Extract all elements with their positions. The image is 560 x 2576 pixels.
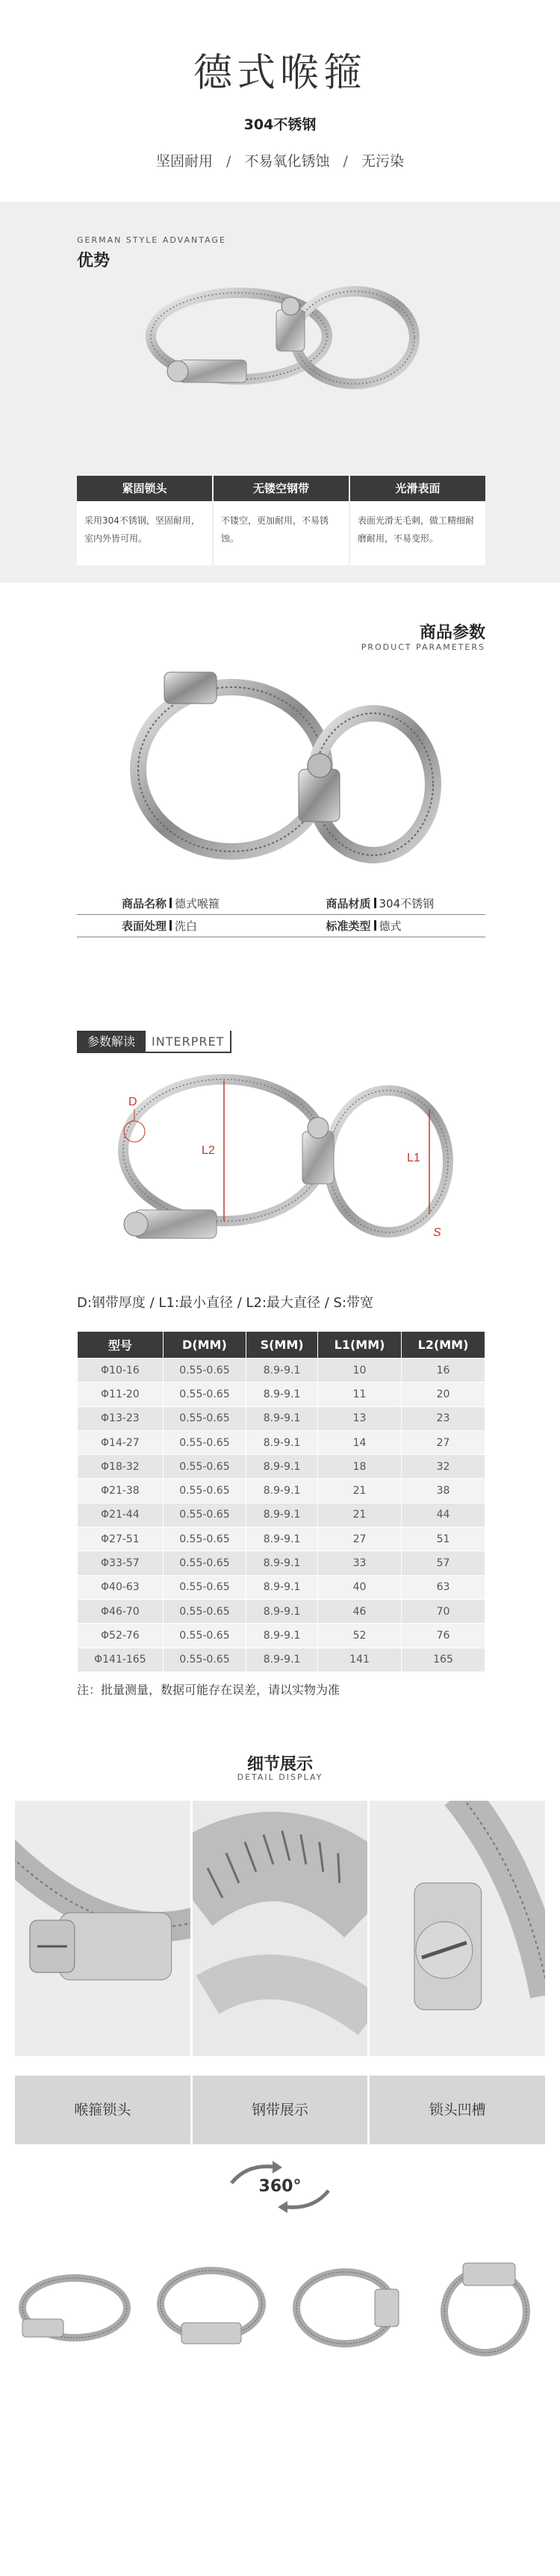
spec-cell: Φ141-165 [78,1648,164,1672]
spec-cell: 33 [318,1551,402,1575]
spec-cell: 8.9-9.1 [246,1551,318,1575]
params-title: 商品参数 [419,624,485,642]
advantage-body: 采用304不锈钢，坚固耐用，室内外皆可用。 [77,501,214,565]
params-bar [374,920,376,931]
spec-cell: 76 [402,1624,485,1648]
spec-cell: 0.55-0.65 [163,1527,246,1551]
spec-cell: 20 [402,1382,485,1406]
spec-cell: 8.9-9.1 [246,1382,318,1406]
interpret-tag-zh: 参数解读 [77,1031,146,1053]
d-label: D [128,1096,137,1108]
detail-photos [15,1801,545,2056]
spec-cell: 8.9-9.1 [246,1648,318,1672]
spec-cell: 141 [318,1648,402,1672]
clamp-view-4 [426,2237,545,2379]
page-subtitle: 304不锈钢 [243,117,317,133]
spec-cell: Φ10-16 [78,1359,164,1382]
spec-cell: 51 [402,1527,485,1551]
l1-label: L1 [407,1152,420,1164]
spec-cell: Φ11-20 [78,1382,164,1406]
spec-row [78,1406,485,1430]
advantage-body-row [77,501,485,565]
spec-header: L2(MM) [402,1332,485,1359]
spec-row [78,1599,485,1623]
spec-cell: 0.55-0.65 [163,1575,246,1599]
spec-row [78,1430,485,1454]
interpret-tag [77,1031,231,1053]
params-key: 商品名称 [122,897,167,910]
params-key: 商品材质 [326,897,371,910]
rotation-section [0,2155,560,2576]
dimension-diagram [105,1064,463,1273]
spec-cell: Φ27-51 [78,1527,164,1551]
s-label: S [433,1226,441,1239]
spec-cell: Φ13-23 [78,1406,164,1430]
advantage-head: 紧固锁头 [77,476,214,501]
spec-cell: 38 [402,1479,485,1503]
params-section [0,583,560,1005]
spec-cell: 63 [402,1575,485,1599]
advantage-en-title: GERMAN STYLE ADVANTAGE [77,235,226,245]
spec-cell: Φ21-44 [78,1503,164,1527]
spec-cell: Φ14-27 [78,1430,164,1454]
advantage-body: 表面光滑无毛刺，做工精细耐磨耐用，不易变形。 [358,515,475,544]
spec-cell: Φ21-38 [78,1479,164,1503]
spec-cell: 0.55-0.65 [163,1382,246,1406]
spec-row [78,1648,485,1672]
spec-cell: 8.9-9.1 [246,1359,318,1382]
spec-cell: 8.9-9.1 [246,1479,318,1503]
params-en-title: PRODUCT PARAMETERS [361,642,485,652]
spec-cell: 8.9-9.1 [246,1430,318,1454]
params-value: 德式 [379,919,402,933]
detail-label: 喉箍锁头 [15,2076,190,2144]
advantage-header-row [77,476,485,501]
spec-cell: 0.55-0.65 [163,1503,246,1527]
feature-item: 坚固耐用 [155,153,213,170]
advantage-section [0,202,560,583]
spec-cell: 0.55-0.65 [163,1359,246,1382]
spec-cell: 11 [318,1382,402,1406]
page-title: 德式喉箍 [193,51,367,96]
band-photo [193,1801,368,2056]
hose-clamp-image [142,284,441,403]
rotation-views [15,2237,545,2379]
spec-cell: 10 [318,1359,402,1382]
lock-head-photo [15,1801,190,2056]
params-value: 德式喉箍 [175,897,220,910]
spec-cell: 13 [318,1406,402,1430]
spec-cell: 0.55-0.65 [163,1648,246,1672]
params-cell [77,915,281,937]
params-bar [169,898,172,908]
spec-cell: 23 [402,1406,485,1430]
spec-row [78,1575,485,1599]
spec-cell: Φ18-32 [78,1455,164,1479]
spec-cell: 52 [318,1624,402,1648]
spec-cell: 46 [318,1599,402,1623]
params-bar [169,920,172,931]
params-key: 标准类型 [326,919,371,933]
spec-cell: 8.9-9.1 [246,1599,318,1623]
spec-cell: 8.9-9.1 [246,1527,318,1551]
header-section [0,0,560,202]
params-cell [77,893,281,914]
spec-cell: 21 [318,1479,402,1503]
detail-label: 钢带展示 [193,2076,368,2144]
spec-row [78,1503,485,1527]
spec-cell: 0.55-0.65 [163,1599,246,1623]
spec-cell: 8.9-9.1 [246,1406,318,1430]
clamp-view-1 [15,2237,134,2379]
spec-cell: Φ33-57 [78,1551,164,1575]
params-row [77,893,485,915]
spec-cell: 70 [402,1599,485,1623]
params-value: 洗白 [175,919,198,933]
spec-cell: 16 [402,1359,485,1382]
spec-cell: 32 [402,1455,485,1479]
params-bar [374,898,376,908]
spec-cell: 0.55-0.65 [163,1479,246,1503]
spec-cell: 0.55-0.65 [163,1406,246,1430]
spec-cell: Φ52-76 [78,1624,164,1648]
rotate-360-badge [217,2161,343,2213]
spec-row [78,1551,485,1575]
spec-cell: Φ46-70 [78,1599,164,1623]
feature-separator: / [226,153,231,170]
spec-cell: 27 [402,1430,485,1454]
spec-cell: 8.9-9.1 [246,1455,318,1479]
advantage-body: 不镂空，更加耐用，不易锈蚀。 [214,501,350,565]
clamp-view-2 [152,2237,271,2379]
spec-cell: 0.55-0.65 [163,1455,246,1479]
spec-header: L1(MM) [318,1332,402,1359]
feature-item: 无污染 [361,153,405,170]
detail-section [0,1707,560,2155]
spec-cell: Φ40-63 [78,1575,164,1599]
spec-cell: 40 [318,1575,402,1599]
params-value: 304不锈钢 [379,897,435,910]
spec-row [78,1359,485,1382]
spec-cell: 0.55-0.65 [163,1624,246,1648]
clamp-view-3 [289,2237,408,2379]
measurement-note: 注：批量测量，数据可能存在误差，请以实物为准 [77,1683,340,1697]
advantage-table [77,476,485,565]
params-table [77,893,485,937]
hose-clamp-image [119,657,448,874]
groove-photo [370,1801,545,2056]
dimension-legend: D:钢带厚度 / L1:最小直径 / L2:最大直径 / S:带宽 [77,1295,374,1311]
spec-header: S(MM) [246,1332,318,1359]
spec-cell: 8.9-9.1 [246,1503,318,1527]
advantage-title: 优势 [77,252,111,270]
spec-cell: 21 [318,1503,402,1527]
interpret-section [0,1005,560,1707]
spec-header: D(MM) [163,1332,246,1359]
advantage-head: 无镂空钢带 [214,476,350,501]
params-cell [281,915,486,937]
spec-row [78,1455,485,1479]
spec-cell: 57 [402,1551,485,1575]
spec-header-row [78,1332,485,1359]
spec-table [77,1331,485,1672]
spec-row [78,1479,485,1503]
params-row [77,915,485,937]
detail-labels [15,2076,545,2144]
spec-cell: 0.55-0.65 [163,1430,246,1454]
rotate-360-label: 360° [258,2177,302,2196]
feature-separator: / [343,153,348,170]
spec-cell: 18 [318,1455,402,1479]
interpret-tag-en: INTERPRET [146,1031,231,1053]
spec-cell: 165 [402,1648,485,1672]
spec-cell: 14 [318,1430,402,1454]
spec-row [78,1624,485,1648]
spec-cell: 27 [318,1527,402,1551]
feature-item: 不易氧化锈蚀 [244,153,330,170]
spec-cell: 0.55-0.65 [163,1551,246,1575]
spec-row [78,1382,485,1406]
spec-row [78,1527,485,1551]
spec-cell: 8.9-9.1 [246,1575,318,1599]
feature-list [0,150,560,170]
spec-header: 型号 [78,1332,164,1359]
spec-cell: 8.9-9.1 [246,1624,318,1648]
detail-en-title: DETAIL DISPLAY [237,1772,323,1782]
l2-label: L2 [202,1144,215,1157]
spec-cell: 44 [402,1503,485,1527]
params-cell [281,893,486,914]
advantage-head: 光滑表面 [395,482,441,495]
params-key: 表面处理 [122,919,167,933]
detail-label: 锁头凹槽 [370,2076,545,2144]
detail-title: 细节展示 [246,1755,313,1774]
